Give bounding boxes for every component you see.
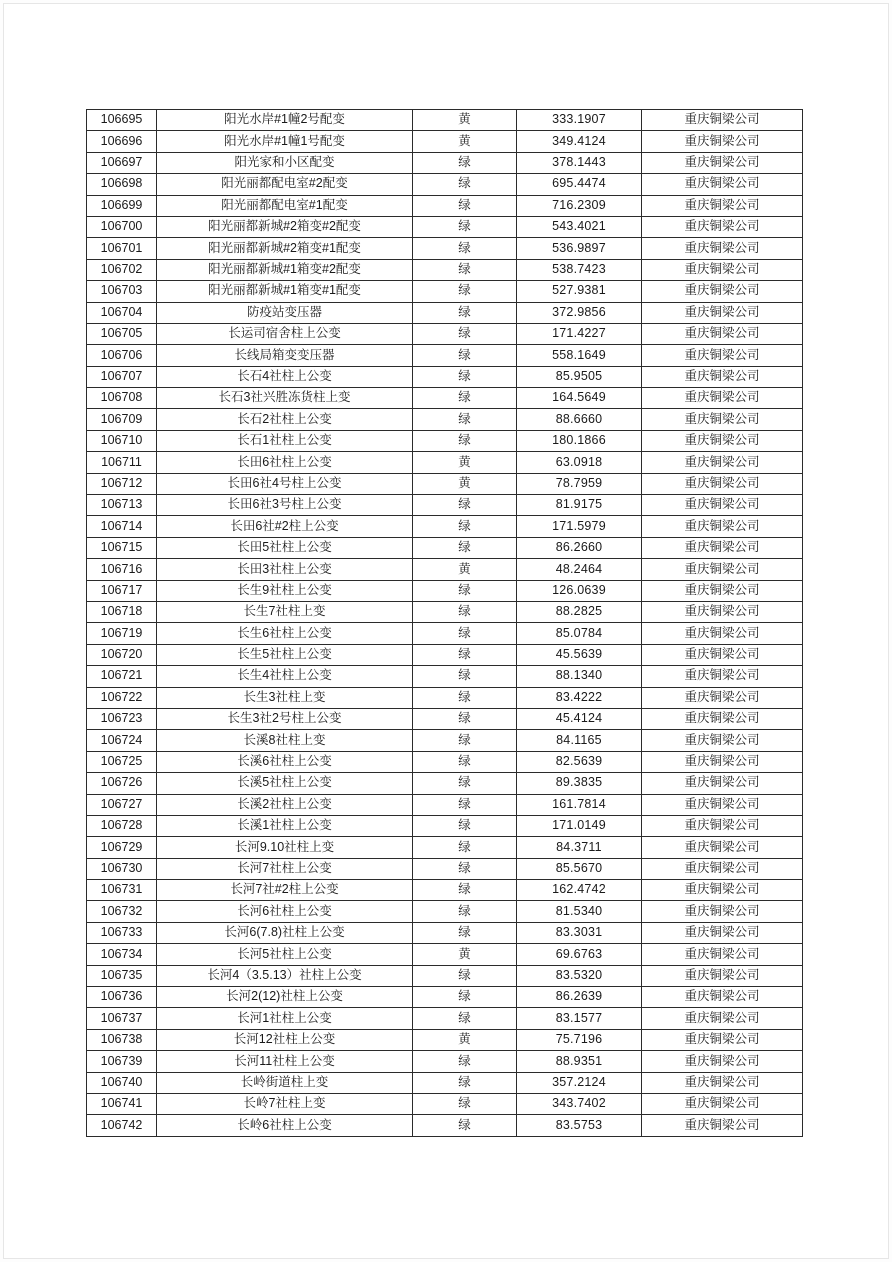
- station-name-cell: 长生3社柱上变: [157, 687, 413, 708]
- station-name-cell: 长生5社柱上公变: [157, 644, 413, 665]
- company-cell: 重庆铜梁公司: [642, 388, 803, 409]
- station-name-cell: 长河6(7.8)社柱上公变: [157, 922, 413, 943]
- record-id-cell: 106718: [87, 601, 157, 622]
- company-cell: 重庆铜梁公司: [642, 751, 803, 772]
- record-id-cell: 106729: [87, 837, 157, 858]
- station-name-cell: 长田6社#2柱上公变: [157, 516, 413, 537]
- record-id-cell: 106711: [87, 452, 157, 473]
- status-color-cell: 绿: [413, 388, 517, 409]
- status-color-cell: 绿: [413, 323, 517, 344]
- status-color-cell: 黄: [413, 559, 517, 580]
- status-color-cell: 绿: [413, 495, 517, 516]
- station-name-cell: 长岭7社柱上变: [157, 1093, 413, 1114]
- value-cell: 349.4124: [517, 131, 642, 152]
- station-name-cell: 长岭街道柱上变: [157, 1072, 413, 1093]
- company-cell: 重庆铜梁公司: [642, 302, 803, 323]
- company-cell: 重庆铜梁公司: [642, 708, 803, 729]
- record-id-cell: 106720: [87, 644, 157, 665]
- company-cell: 重庆铜梁公司: [642, 922, 803, 943]
- record-id-cell: 106732: [87, 901, 157, 922]
- status-color-cell: 黄: [413, 452, 517, 473]
- record-id-cell: 106699: [87, 195, 157, 216]
- status-color-cell: 绿: [413, 773, 517, 794]
- record-id-cell: 106741: [87, 1093, 157, 1114]
- transformer-data-table: [86, 109, 803, 1137]
- value-cell: 85.9505: [517, 366, 642, 387]
- record-id-cell: 106735: [87, 965, 157, 986]
- status-color-cell: 绿: [413, 666, 517, 687]
- company-cell: 重庆铜梁公司: [642, 1072, 803, 1093]
- record-id-cell: 106705: [87, 323, 157, 344]
- table-row: [87, 174, 803, 195]
- station-name-cell: 长河1社柱上公变: [157, 1008, 413, 1029]
- record-id-cell: 106719: [87, 623, 157, 644]
- table-row: [87, 858, 803, 879]
- value-cell: 85.5670: [517, 858, 642, 879]
- station-name-cell: 长岭6社柱上公变: [157, 1115, 413, 1137]
- company-cell: 重庆铜梁公司: [642, 1029, 803, 1050]
- value-cell: 171.4227: [517, 323, 642, 344]
- record-id-cell: 106709: [87, 409, 157, 430]
- station-name-cell: 长生7社柱上变: [157, 601, 413, 622]
- table-row: [87, 430, 803, 451]
- station-name-cell: 长线局箱变变压器: [157, 345, 413, 366]
- station-name-cell: 阳光水岸#1幢2号配变: [157, 110, 413, 131]
- company-cell: 重庆铜梁公司: [642, 944, 803, 965]
- status-color-cell: 绿: [413, 1008, 517, 1029]
- value-cell: 88.9351: [517, 1051, 642, 1072]
- company-cell: 重庆铜梁公司: [642, 687, 803, 708]
- status-color-cell: 绿: [413, 174, 517, 195]
- table-row: [87, 794, 803, 815]
- value-cell: 357.2124: [517, 1072, 642, 1093]
- table-row: [87, 922, 803, 943]
- table-row: [87, 708, 803, 729]
- record-id-cell: 106736: [87, 987, 157, 1008]
- value-cell: 45.5639: [517, 644, 642, 665]
- status-color-cell: 绿: [413, 345, 517, 366]
- record-id-cell: 106701: [87, 238, 157, 259]
- value-cell: 527.9381: [517, 281, 642, 302]
- record-id-cell: 106713: [87, 495, 157, 516]
- status-color-cell: 黄: [413, 131, 517, 152]
- table-row: [87, 238, 803, 259]
- table-row: [87, 644, 803, 665]
- status-color-cell: 绿: [413, 259, 517, 280]
- table-row: [87, 987, 803, 1008]
- record-id-cell: 106724: [87, 730, 157, 751]
- table-row: [87, 901, 803, 922]
- value-cell: 75.7196: [517, 1029, 642, 1050]
- table-row: [87, 388, 803, 409]
- company-cell: 重庆铜梁公司: [642, 901, 803, 922]
- station-name-cell: 防疫站变压器: [157, 302, 413, 323]
- value-cell: 83.1577: [517, 1008, 642, 1029]
- company-cell: 重庆铜梁公司: [642, 880, 803, 901]
- station-name-cell: 阳光丽都新城#2箱变#2配变: [157, 216, 413, 237]
- status-color-cell: 黄: [413, 110, 517, 131]
- station-name-cell: 长溪6社柱上公变: [157, 751, 413, 772]
- value-cell: 83.4222: [517, 687, 642, 708]
- status-color-cell: 黄: [413, 1029, 517, 1050]
- status-color-cell: 绿: [413, 922, 517, 943]
- status-color-cell: 绿: [413, 409, 517, 430]
- record-id-cell: 106712: [87, 473, 157, 494]
- station-name-cell: 阳光丽都新城#2箱变#1配变: [157, 238, 413, 259]
- station-name-cell: 长生3社2号柱上公变: [157, 708, 413, 729]
- company-cell: 重庆铜梁公司: [642, 1051, 803, 1072]
- station-name-cell: 长河9.10社柱上变: [157, 837, 413, 858]
- status-color-cell: 绿: [413, 366, 517, 387]
- station-name-cell: 长生4社柱上公变: [157, 666, 413, 687]
- station-name-cell: 长溪2社柱上公变: [157, 794, 413, 815]
- status-color-cell: 绿: [413, 858, 517, 879]
- status-color-cell: 绿: [413, 901, 517, 922]
- value-cell: 378.1443: [517, 152, 642, 173]
- station-name-cell: 阳光丽都配电室#2配变: [157, 174, 413, 195]
- table-row: [87, 837, 803, 858]
- table-row: [87, 687, 803, 708]
- table-row: [87, 473, 803, 494]
- station-name-cell: 长河4（3.5.13）社柱上公变: [157, 965, 413, 986]
- company-cell: 重庆铜梁公司: [642, 195, 803, 216]
- record-id-cell: 106698: [87, 174, 157, 195]
- value-cell: 85.0784: [517, 623, 642, 644]
- status-color-cell: 绿: [413, 730, 517, 751]
- record-id-cell: 106697: [87, 152, 157, 173]
- company-cell: 重庆铜梁公司: [642, 815, 803, 836]
- company-cell: 重庆铜梁公司: [642, 644, 803, 665]
- value-cell: 126.0639: [517, 580, 642, 601]
- table-row: [87, 944, 803, 965]
- status-color-cell: 黄: [413, 944, 517, 965]
- company-cell: 重庆铜梁公司: [642, 281, 803, 302]
- company-cell: 重庆铜梁公司: [642, 238, 803, 259]
- company-cell: 重庆铜梁公司: [642, 495, 803, 516]
- value-cell: 69.6763: [517, 944, 642, 965]
- table-row: [87, 1072, 803, 1093]
- station-name-cell: 阳光水岸#1幢1号配变: [157, 131, 413, 152]
- record-id-cell: 106714: [87, 516, 157, 537]
- record-id-cell: 106727: [87, 794, 157, 815]
- value-cell: 333.1907: [517, 110, 642, 131]
- station-name-cell: 长溪5社柱上公变: [157, 773, 413, 794]
- status-color-cell: 绿: [413, 281, 517, 302]
- record-id-cell: 106722: [87, 687, 157, 708]
- company-cell: 重庆铜梁公司: [642, 858, 803, 879]
- station-name-cell: 长河2(12)社柱上公变: [157, 987, 413, 1008]
- status-color-cell: 绿: [413, 580, 517, 601]
- company-cell: 重庆铜梁公司: [642, 516, 803, 537]
- station-name-cell: 长河6社柱上公变: [157, 901, 413, 922]
- table-row: [87, 323, 803, 344]
- value-cell: 89.3835: [517, 773, 642, 794]
- company-cell: 重庆铜梁公司: [642, 131, 803, 152]
- table-row: [87, 409, 803, 430]
- company-cell: 重庆铜梁公司: [642, 430, 803, 451]
- table-row: [87, 815, 803, 836]
- value-cell: 84.1165: [517, 730, 642, 751]
- table-row: [87, 559, 803, 580]
- station-name-cell: 阳光丽都新城#1箱变#1配变: [157, 281, 413, 302]
- table-row: [87, 345, 803, 366]
- company-cell: 重庆铜梁公司: [642, 559, 803, 580]
- company-cell: 重庆铜梁公司: [642, 409, 803, 430]
- value-cell: 343.7402: [517, 1093, 642, 1114]
- value-cell: 538.7423: [517, 259, 642, 280]
- station-name-cell: 长生9社柱上公变: [157, 580, 413, 601]
- record-id-cell: 106726: [87, 773, 157, 794]
- value-cell: 81.9175: [517, 495, 642, 516]
- table-row: [87, 152, 803, 173]
- company-cell: 重庆铜梁公司: [642, 1008, 803, 1029]
- record-id-cell: 106707: [87, 366, 157, 387]
- record-id-cell: 106731: [87, 880, 157, 901]
- station-name-cell: 阳光丽都新城#1箱变#2配变: [157, 259, 413, 280]
- company-cell: 重庆铜梁公司: [642, 601, 803, 622]
- company-cell: 重庆铜梁公司: [642, 666, 803, 687]
- value-cell: 82.5639: [517, 751, 642, 772]
- table-row: [87, 730, 803, 751]
- status-color-cell: 绿: [413, 430, 517, 451]
- table-row: [87, 1008, 803, 1029]
- record-id-cell: 106716: [87, 559, 157, 580]
- status-color-cell: 绿: [413, 687, 517, 708]
- table-row: [87, 1115, 803, 1137]
- value-cell: 63.0918: [517, 452, 642, 473]
- company-cell: 重庆铜梁公司: [642, 1093, 803, 1114]
- record-id-cell: 106702: [87, 259, 157, 280]
- company-cell: 重庆铜梁公司: [642, 323, 803, 344]
- station-name-cell: 长石2社柱上公变: [157, 409, 413, 430]
- company-cell: 重庆铜梁公司: [642, 580, 803, 601]
- station-name-cell: 长田6社3号柱上公变: [157, 495, 413, 516]
- table-row: [87, 259, 803, 280]
- status-color-cell: 绿: [413, 516, 517, 537]
- station-name-cell: 长河7社#2柱上公变: [157, 880, 413, 901]
- station-name-cell: 长田6社柱上公变: [157, 452, 413, 473]
- status-color-cell: 绿: [413, 1115, 517, 1137]
- status-color-cell: 绿: [413, 216, 517, 237]
- table-row: [87, 195, 803, 216]
- table-row: [87, 773, 803, 794]
- record-id-cell: 106733: [87, 922, 157, 943]
- status-color-cell: 绿: [413, 965, 517, 986]
- record-id-cell: 106700: [87, 216, 157, 237]
- status-color-cell: 绿: [413, 238, 517, 259]
- status-color-cell: 绿: [413, 601, 517, 622]
- station-name-cell: 长石4社柱上公变: [157, 366, 413, 387]
- company-cell: 重庆铜梁公司: [642, 837, 803, 858]
- status-color-cell: 绿: [413, 195, 517, 216]
- table-row: [87, 452, 803, 473]
- table-row: [87, 1029, 803, 1050]
- company-cell: 重庆铜梁公司: [642, 216, 803, 237]
- record-id-cell: 106703: [87, 281, 157, 302]
- status-color-cell: 绿: [413, 987, 517, 1008]
- record-id-cell: 106715: [87, 537, 157, 558]
- table-row: [87, 302, 803, 323]
- table-row: [87, 580, 803, 601]
- value-cell: 83.5320: [517, 965, 642, 986]
- value-cell: 81.5340: [517, 901, 642, 922]
- status-color-cell: 绿: [413, 708, 517, 729]
- value-cell: 716.2309: [517, 195, 642, 216]
- record-id-cell: 106708: [87, 388, 157, 409]
- status-color-cell: 绿: [413, 302, 517, 323]
- status-color-cell: 绿: [413, 751, 517, 772]
- table-row: [87, 537, 803, 558]
- station-name-cell: 长田5社柱上公变: [157, 537, 413, 558]
- record-id-cell: 106740: [87, 1072, 157, 1093]
- record-id-cell: 106730: [87, 858, 157, 879]
- station-name-cell: 长石3社兴胜冻货柱上变: [157, 388, 413, 409]
- table-row: [87, 666, 803, 687]
- company-cell: 重庆铜梁公司: [642, 345, 803, 366]
- record-id-cell: 106704: [87, 302, 157, 323]
- status-color-cell: 绿: [413, 837, 517, 858]
- company-cell: 重庆铜梁公司: [642, 773, 803, 794]
- station-name-cell: 长运司宿舍柱上公变: [157, 323, 413, 344]
- company-cell: 重庆铜梁公司: [642, 965, 803, 986]
- status-color-cell: 绿: [413, 152, 517, 173]
- status-color-cell: 绿: [413, 794, 517, 815]
- company-cell: 重庆铜梁公司: [642, 152, 803, 173]
- company-cell: 重庆铜梁公司: [642, 174, 803, 195]
- record-id-cell: 106723: [87, 708, 157, 729]
- table-row: [87, 751, 803, 772]
- value-cell: 86.2639: [517, 987, 642, 1008]
- value-cell: 162.4742: [517, 880, 642, 901]
- table-row: [87, 495, 803, 516]
- table-row: [87, 281, 803, 302]
- table-row: [87, 965, 803, 986]
- table-row: [87, 1051, 803, 1072]
- record-id-cell: 106717: [87, 580, 157, 601]
- company-cell: 重庆铜梁公司: [642, 110, 803, 131]
- company-cell: 重庆铜梁公司: [642, 366, 803, 387]
- table-row: [87, 601, 803, 622]
- value-cell: 161.7814: [517, 794, 642, 815]
- status-color-cell: 绿: [413, 1093, 517, 1114]
- station-name-cell: 长田6社4号柱上公变: [157, 473, 413, 494]
- value-cell: 543.4021: [517, 216, 642, 237]
- status-color-cell: 绿: [413, 1051, 517, 1072]
- station-name-cell: 阳光家和小区配变: [157, 152, 413, 173]
- station-name-cell: 长田3社柱上公变: [157, 559, 413, 580]
- table-row: [87, 110, 803, 131]
- station-name-cell: 长石1社柱上公变: [157, 430, 413, 451]
- station-name-cell: 阳光丽都配电室#1配变: [157, 195, 413, 216]
- record-id-cell: 106728: [87, 815, 157, 836]
- status-color-cell: 绿: [413, 815, 517, 836]
- value-cell: 180.1866: [517, 430, 642, 451]
- value-cell: 536.9897: [517, 238, 642, 259]
- record-id-cell: 106696: [87, 131, 157, 152]
- company-cell: 重庆铜梁公司: [642, 794, 803, 815]
- status-color-cell: 黄: [413, 473, 517, 494]
- record-id-cell: 106706: [87, 345, 157, 366]
- record-id-cell: 106710: [87, 430, 157, 451]
- value-cell: 171.5979: [517, 516, 642, 537]
- value-cell: 695.4474: [517, 174, 642, 195]
- table-row: [87, 880, 803, 901]
- status-color-cell: 绿: [413, 644, 517, 665]
- station-name-cell: 长溪8社柱上变: [157, 730, 413, 751]
- company-cell: 重庆铜梁公司: [642, 259, 803, 280]
- company-cell: 重庆铜梁公司: [642, 473, 803, 494]
- company-cell: 重庆铜梁公司: [642, 623, 803, 644]
- company-cell: 重庆铜梁公司: [642, 1115, 803, 1137]
- table-row: [87, 131, 803, 152]
- station-name-cell: 长河11社柱上公变: [157, 1051, 413, 1072]
- record-id-cell: 106725: [87, 751, 157, 772]
- company-cell: 重庆铜梁公司: [642, 537, 803, 558]
- record-id-cell: 106737: [87, 1008, 157, 1029]
- document-page: [3, 3, 889, 1259]
- record-id-cell: 106695: [87, 110, 157, 131]
- value-cell: 83.5753: [517, 1115, 642, 1137]
- value-cell: 171.0149: [517, 815, 642, 836]
- station-name-cell: 长河12社柱上公变: [157, 1029, 413, 1050]
- company-cell: 重庆铜梁公司: [642, 452, 803, 473]
- value-cell: 558.1649: [517, 345, 642, 366]
- station-name-cell: 长河7社柱上公变: [157, 858, 413, 879]
- table-row: [87, 623, 803, 644]
- value-cell: 88.6660: [517, 409, 642, 430]
- station-name-cell: 长溪1社柱上公变: [157, 815, 413, 836]
- table-row: [87, 366, 803, 387]
- status-color-cell: 绿: [413, 623, 517, 644]
- record-id-cell: 106738: [87, 1029, 157, 1050]
- value-cell: 88.1340: [517, 666, 642, 687]
- value-cell: 48.2464: [517, 559, 642, 580]
- value-cell: 78.7959: [517, 473, 642, 494]
- station-name-cell: 长生6社柱上公变: [157, 623, 413, 644]
- value-cell: 83.3031: [517, 922, 642, 943]
- value-cell: 86.2660: [517, 537, 642, 558]
- record-id-cell: 106734: [87, 944, 157, 965]
- company-cell: 重庆铜梁公司: [642, 730, 803, 751]
- value-cell: 164.5649: [517, 388, 642, 409]
- status-color-cell: 绿: [413, 537, 517, 558]
- record-id-cell: 106739: [87, 1051, 157, 1072]
- table-row: [87, 216, 803, 237]
- value-cell: 84.3711: [517, 837, 642, 858]
- value-cell: 88.2825: [517, 601, 642, 622]
- value-cell: 45.4124: [517, 708, 642, 729]
- record-id-cell: 106721: [87, 666, 157, 687]
- status-color-cell: 绿: [413, 1072, 517, 1093]
- station-name-cell: 长河5社柱上公变: [157, 944, 413, 965]
- table-row: [87, 1093, 803, 1114]
- record-id-cell: 106742: [87, 1115, 157, 1137]
- value-cell: 372.9856: [517, 302, 642, 323]
- table-row: [87, 516, 803, 537]
- company-cell: 重庆铜梁公司: [642, 987, 803, 1008]
- status-color-cell: 绿: [413, 880, 517, 901]
